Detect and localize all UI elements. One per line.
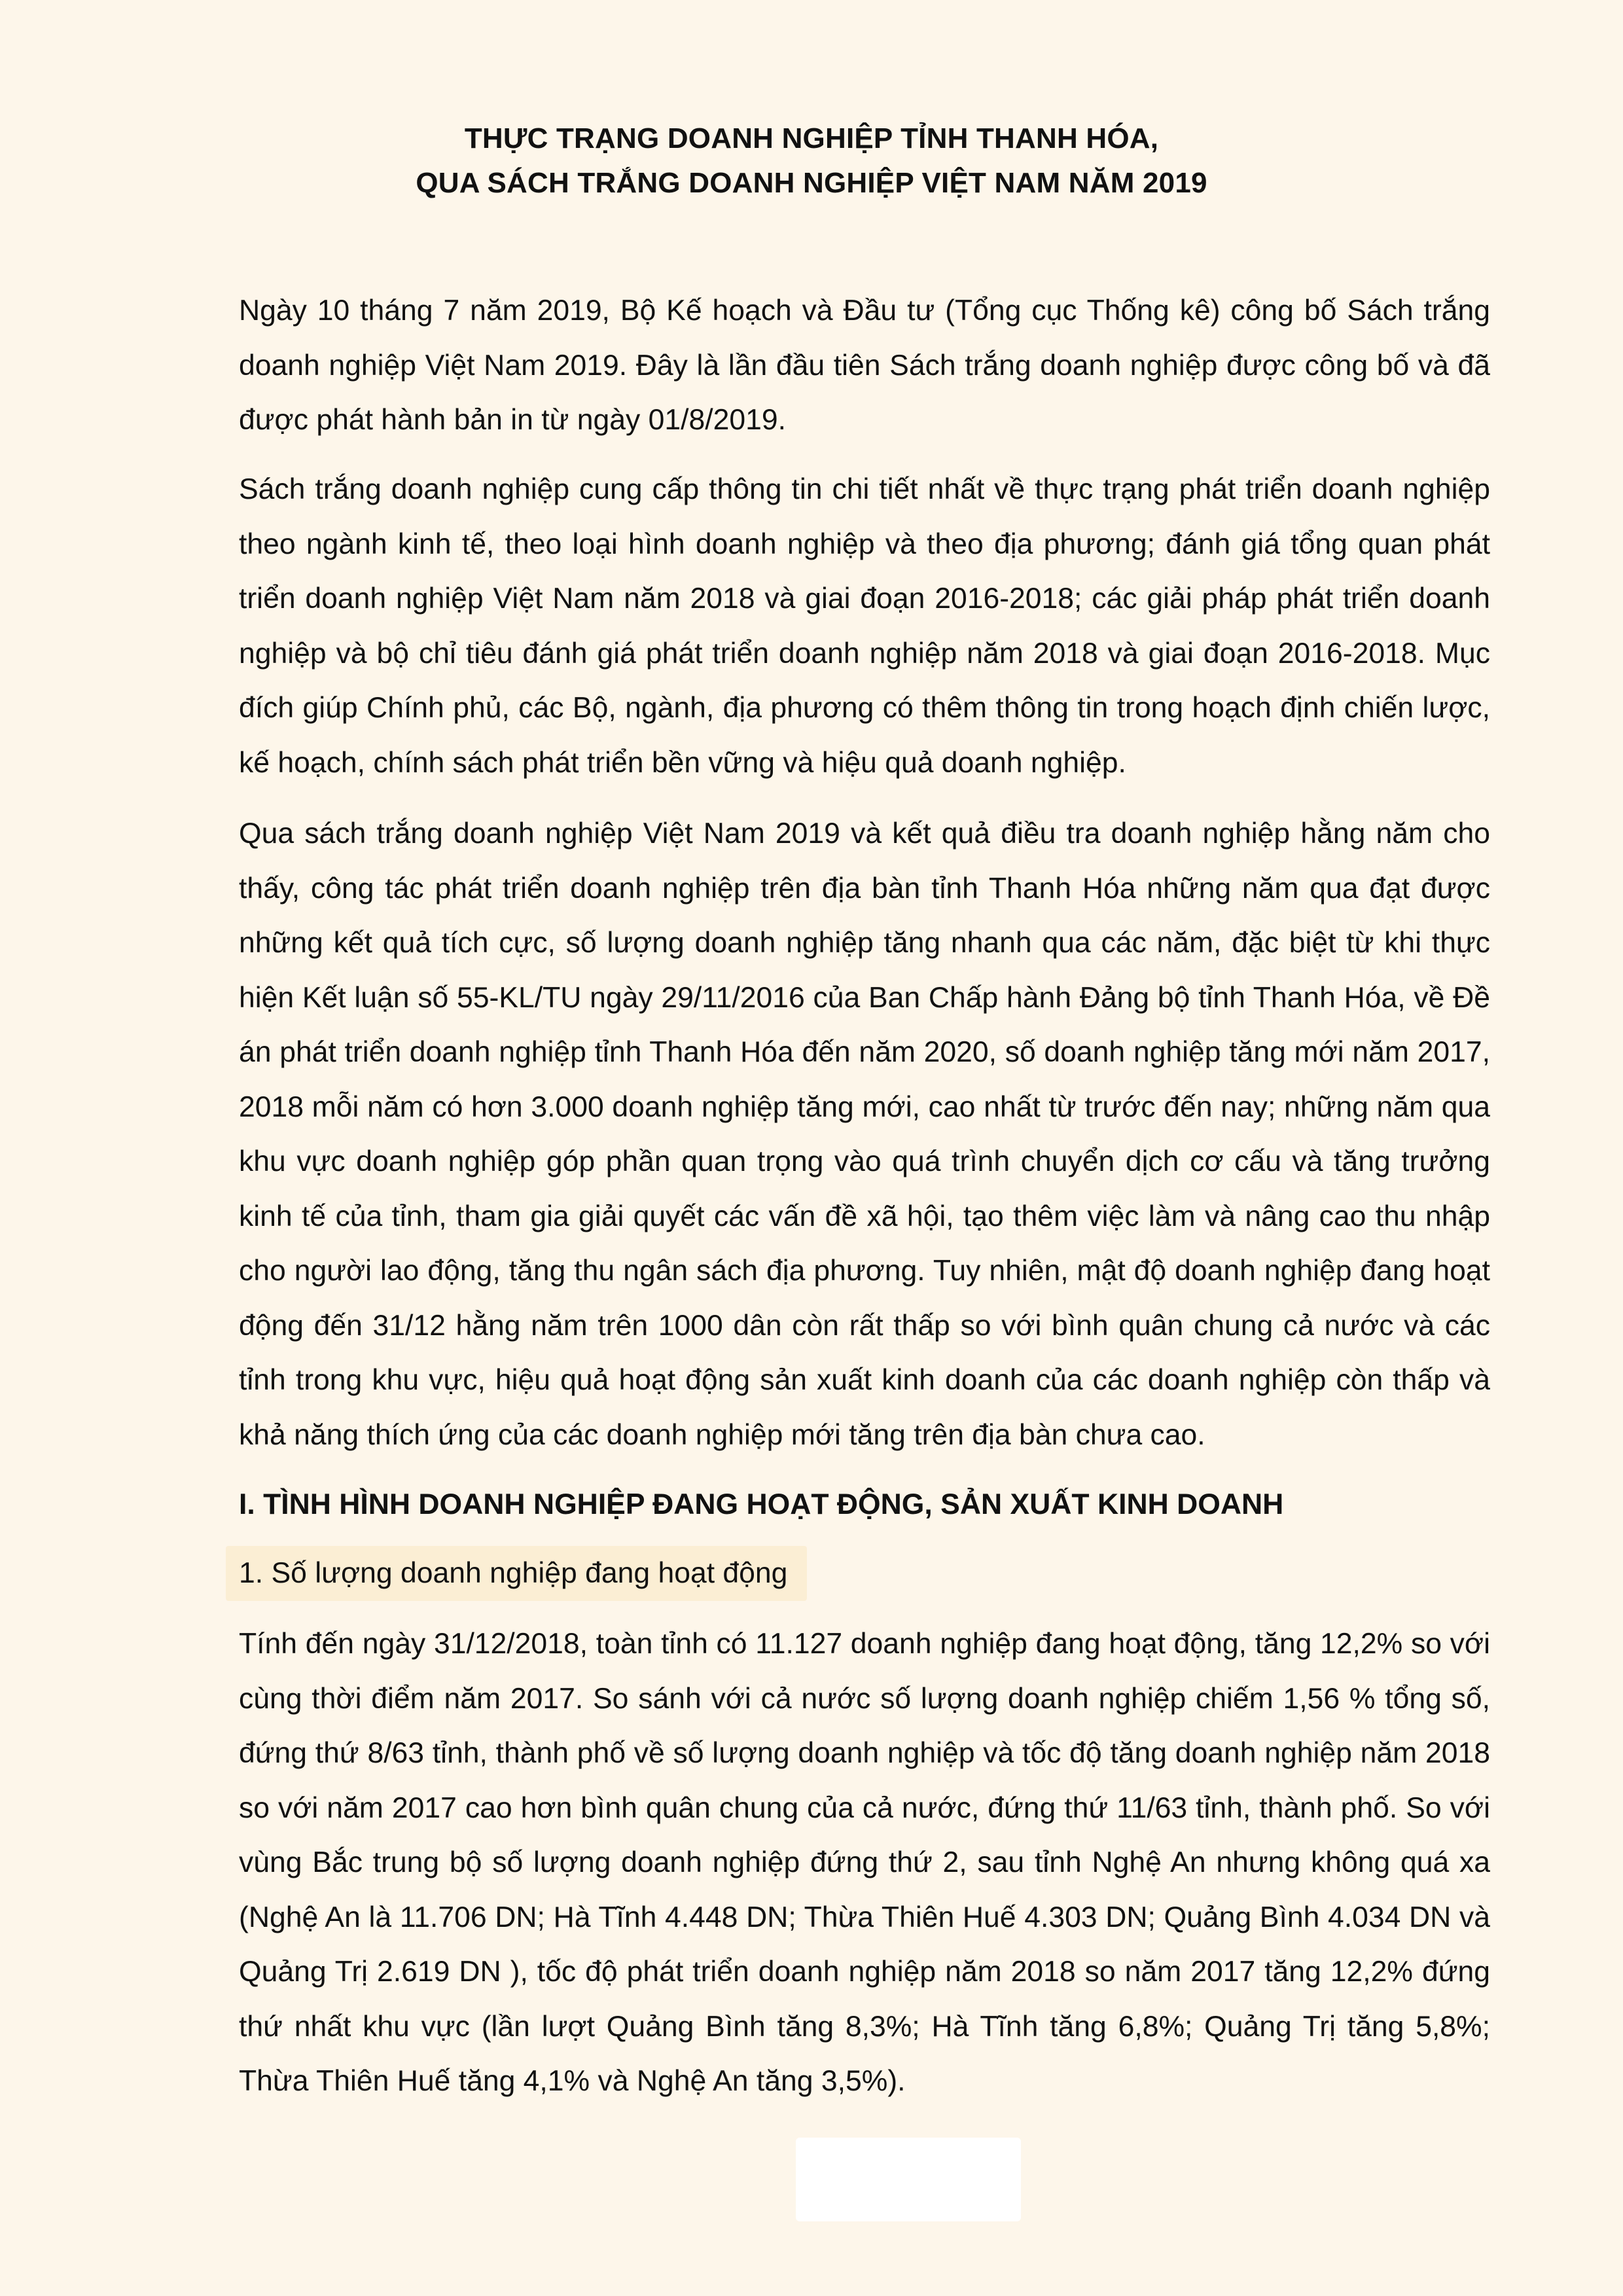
page-number-box [796, 2138, 1021, 2221]
paragraph-2: Sách trắng doanh nghiệp cung cấp thông tin chi tiết nhất về thực trạng phát triển doanh nghiệp theo ngành kinh tế, theo loại hình doanh nghiệp và theo địa phương; đánh giá tổng quan phát triển doanh nghiệp Việt Nam năm 2018 và giai đoạn 2016-2018; các giải pháp phát triển doanh nghiệp và bộ chỉ tiêu đánh giá phát triển doanh nghiệp năm 2018 và giai đoạn 2016-2018. Mục đích giúp Chính phủ, các Bộ, ngành, địa phương có thêm thông tin trong hoạch định chiến lược, kế hoạch, chính sách phát triển bền vững và hiệu quả doanh nghiệp. [239, 473, 1490, 779]
paragraph-3: Qua sách trắng doanh nghiệp Việt Nam 2019 và kết quả điều tra doanh nghiệp hằng năm cho thấy, công tác phát triển doanh nghiệp trên địa bàn tỉnh Thanh Hóa những năm qua đạt được những kết quả tích cực, số lượng doanh nghiệp tăng nhanh qua các năm, đặc biệt từ khi thực hiện Kết luận số 55-KL/TU ngày 29/11/2016 của Ban Chấp hành Đảng bộ tỉnh Thanh Hóa, về Đề án phát triển doanh nghiệp tỉnh Thanh Hóa đến năm 2020, số doanh nghiệp tăng mới năm 2017, 2018 mỗi năm có hơn 3.000 doanh nghiệp tăng mới, cao nhất từ trước đến nay; những năm qua khu vực doanh nghiệp góp phần quan trọng vào quá trình chuyển dịch cơ cấu và tăng trưởng kinh tế của tỉnh, tham gia giải quyết các vấn đề xã hội, tạo thêm việc làm và nâng cao thu nhập cho người lao động, tăng thu ngân sách địa phương. Tuy nhiên, mật độ doanh nghiệp đang hoạt động đến 31/12 hằng năm trên 1000 dân còn rất thấp so với bình quân chung cả nước và các tỉnh trong khu vực, hiệu quả hoạt động sản xuất kinh doanh của các doanh nghiệp còn thấp và khả năng thích ứng của các doanh nghiệp mới tăng trên địa bàn chưa cao. [239, 817, 1490, 1451]
section-heading: I. TÌNH HÌNH DOANH NGHIỆP ĐANG HOẠT ĐỘNG, SẢN XUẤT KINH DOANH [239, 1488, 1284, 1520]
paragraph-1: Ngày 10 tháng 7 năm 2019, Bộ Kế hoạch và Đầu tư (Tổng cục Thống kê) công bố Sách trắng doanh nghiệp Việt Nam 2019. Đây là lần đầu tiên Sách trắng doanh nghiệp được công bố và đã được phát hành bản in từ ngày 01/8/2019. [239, 295, 1490, 436]
paragraph-4: Tính đến ngày 31/12/2018, toàn tỉnh có 11.127 doanh nghiệp đang hoạt động, tăng 12,2% so với cùng thời điểm năm 2017. So sánh với cả nước số lượng doanh nghiệp chiếm 1,56 % tổng số, đứng thứ 8/63 tỉnh, thành phố về số lượng doanh nghiệp và tốc độ tăng doanh nghiệp năm 2018 so với năm 2017 cao hơn bình quân chung của cả nước, đứng thứ 11/63 tỉnh, thành phố. So với vùng Bắc trung bộ số lượng doanh nghiệp đứng thứ 2, sau tỉnh Nghệ An nhưng không quá xa (Nghệ An là 11.706 DN; Hà Tĩnh 4.448 DN; Thừa Thiên Huế 4.303 DN; Quảng Bình 4.034 DN và Quảng Trị 2.619 DN ), tốc độ phát triển doanh nghiệp năm 2018 so năm 2017 tăng 12,2% đứng thứ nhất khu vực (lần lượt Quảng Bình tăng 8,3%; Hà Tĩnh tăng 6,8%; Quảng Trị tăng 5,8%; Thừa Thiên Huế tăng 4,1% và Nghệ An tăng 3,5%). [239, 1628, 1490, 2097]
document-title-line-1: THỰC TRẠNG DOANH NGHIỆP TỈNH THANH HÓA, [464, 122, 1159, 154]
document-title-line-2: QUA SÁCH TRẮNG DOANH NGHIỆP VIỆT NAM NĂM 2019 [416, 167, 1207, 199]
subsection-heading: 1. Số lượng doanh nghiệp đang hoạt động [226, 1546, 807, 1601]
